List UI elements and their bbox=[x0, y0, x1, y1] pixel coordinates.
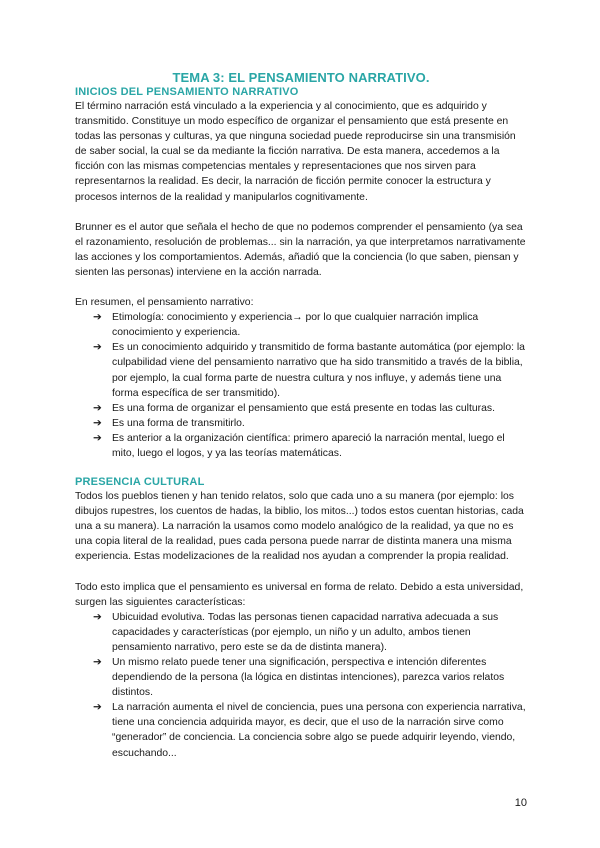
list-item: ➔ Es una forma de transmitirlo. bbox=[93, 416, 527, 431]
arrow-right-icon: ➔ bbox=[93, 312, 102, 324]
list-item: ➔ Es un conocimiento adquirido y transmitido de forma bastante automática (por ejemplo: la culpabilidad viene del pensamiento narrativo que ha sido transmitido a través de la biblia, por ejemplo, la cual forma parte de nuestra cultura y nos influye, y además tiene una forma específica de ser transmitido). bbox=[93, 342, 525, 399]
page-content bbox=[75, 69, 527, 761]
arrow-right-icon: ➔ bbox=[93, 342, 102, 354]
list-item: ➔ La narración aumenta el nivel de conciencia, pues una persona con experiencia narrativa, tiene una conciencia adquirida mayor, es decir, que el uso de la narración sirve como “generador” de conciencia. La conciencia sobre algo se puede adquirir leyendo, viendo, escuchando... bbox=[93, 702, 526, 759]
page-number: 10 bbox=[514, 797, 527, 809]
arrow-right-icon: ➔ bbox=[93, 417, 102, 429]
section-heading-presencia: PRESENCIA CULTURAL bbox=[75, 476, 205, 489]
arrow-right-icon: ➔ bbox=[93, 657, 102, 668]
paragraph-inicios-3: En resumen, el pensamiento narrativo: bbox=[75, 297, 254, 309]
arrow-right-icon: ➔ bbox=[93, 611, 102, 623]
arrow-right-icon: ➔ bbox=[93, 402, 102, 414]
arrow-right-icon: ➔ bbox=[93, 702, 102, 714]
bullet-list-inicios bbox=[75, 310, 527, 461]
list-item: ➔ Ubicuidad evolutiva. Todas las personas tienen capacidad narrativa adecuada a sus capacidades y características (por ejemplo, un niño y un adulto, ambos tienen pensamiento narrativo, pero este se da de distinta manera). bbox=[93, 611, 499, 653]
paragraph-inicios-2: Brunner es el autor que señala el hecho de que no podemos comprender el pensamiento (ya sea el razonamiento, resolución de problemas... sin la narración, ya que interpretamos narrativamente las acciones y los comportamientos. Además, añadió que la conciencia (lo que saben, piensan y sienten las personas) interviene en la acción narrada. bbox=[75, 221, 526, 278]
list-item: ➔ Es anterior a la organización científica: primero apareció la narración mental, luego el mito, luego el logos, y ya las teorías matemáticas. bbox=[93, 432, 505, 459]
list-item: ➔ Un mismo relato puede tener una significación, perspectiva e intención diferentes dependiendo de la persona (la lógica en distintas intenciones), parezca varios relatos distintos. bbox=[93, 657, 505, 699]
paragraph-presencia-1: Todos los pueblos tienen y han tenido relatos, solo que cada uno a su manera (por ejemplo: los dibujos rupestres, los cuentos de hadas, la biblio, los mitos...) todos estos cuentan historias, cada una a su manera). La narración la usamos como modelo analógico de la realidad, ya que no es una copia literal de la realidad, pues cada persona puede narrar de distinta manera una misma experiencia. Estas modelizaciones de la realidad nos ayudan a comprender la propia realidad. bbox=[75, 491, 524, 563]
paragraph-presencia-2: Todo esto implica que el pensamiento es universal en forma de relato. Debido a esta universidad, surgen las siguientes características: bbox=[75, 581, 524, 608]
list-item: ➔ Etimología: conocimiento y experiencia→ por lo que cualquier narración implica conocimiento y experiencia. bbox=[93, 312, 479, 339]
section-heading-inicios: INICIOS DEL PENSAMIENTO NARRATIVO bbox=[75, 86, 299, 98]
page-title: TEMA 3: EL PENSAMIENTO NARRATIVO. bbox=[172, 70, 430, 85]
paragraph-inicios-1: El término narración está vinculado a la experiencia y al conocimiento, que es adquirido y transmitido. Constituye un modo específico de organizar el pensamiento que está presente en todas las personas y culturas, ya que ninguna sociedad puede reproducirse sin una transmisión de saber social, la cual se da mediante la ficción narrativa. De esta manera, accedemos a la ficción con las mismas competencias mentales y representaciones que nos sirven para representarnos la realidad. Es decir, la narración de ficción permite conocer la estructura y procesos internos de la realidad y manipularlos cognitivamente. bbox=[75, 101, 516, 203]
list-item: ➔ Es una forma de organizar el pensamiento que está presente en todas las culturas. bbox=[93, 401, 527, 416]
arrow-right-icon: ➔ bbox=[93, 432, 102, 444]
bullet-list-presencia bbox=[75, 610, 527, 761]
